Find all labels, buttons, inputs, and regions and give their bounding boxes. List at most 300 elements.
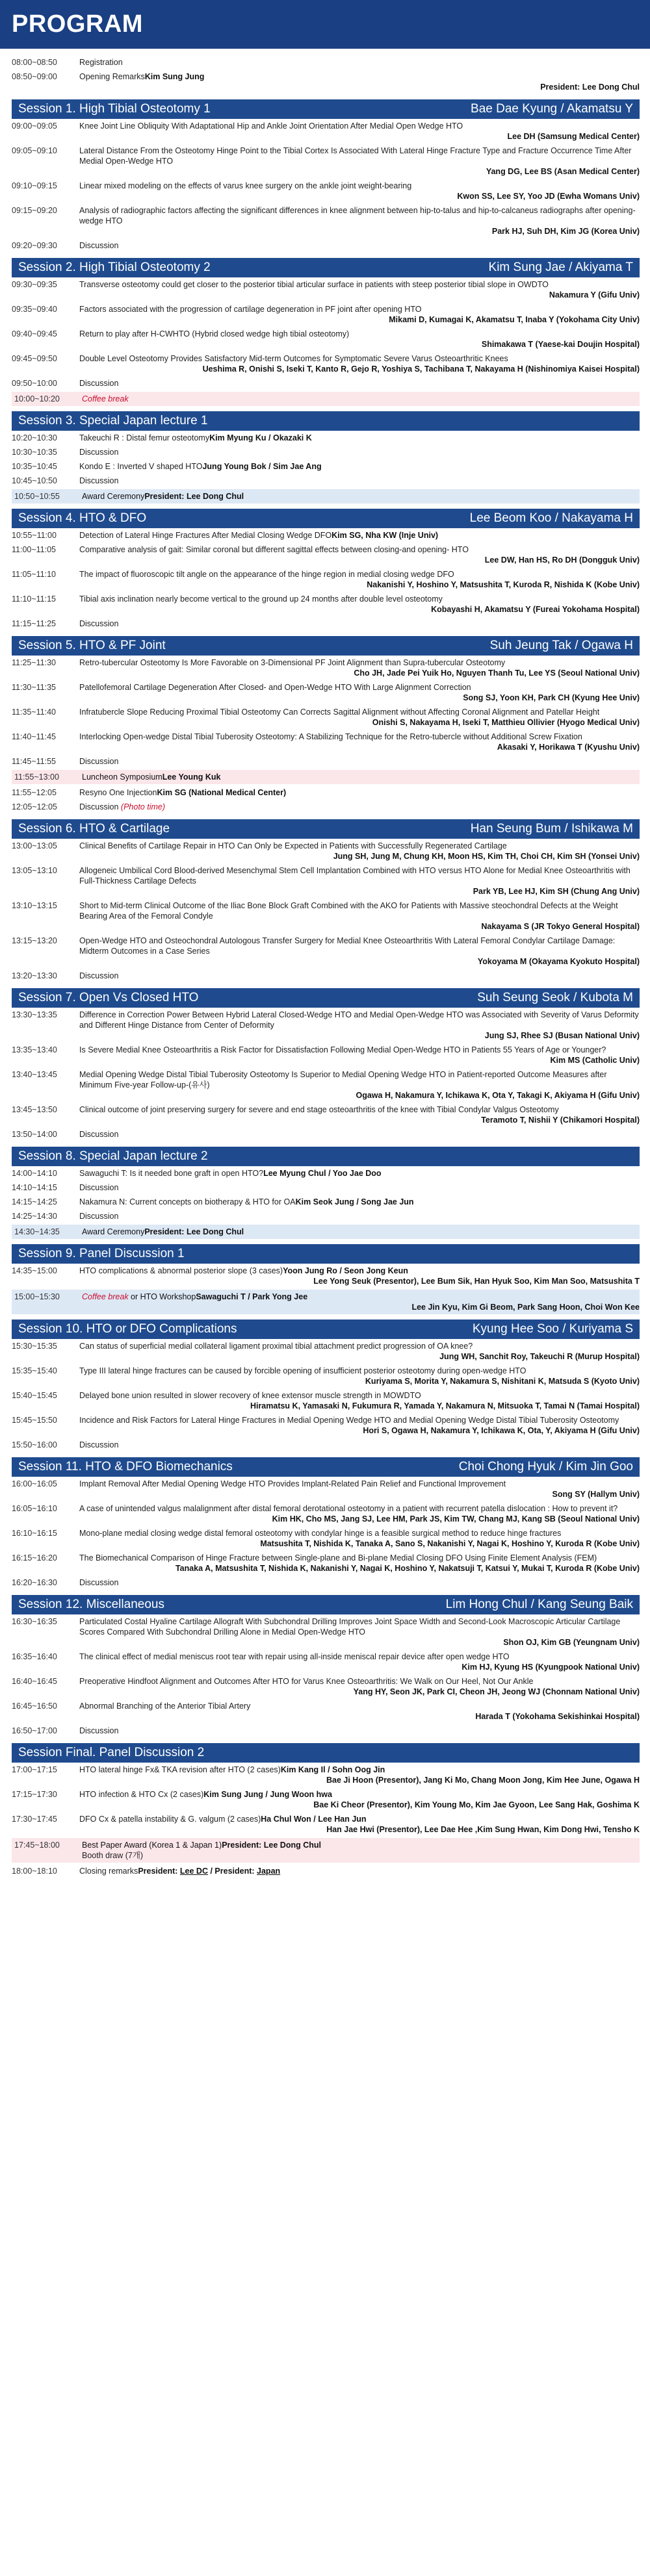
row-text [79, 570, 454, 579]
time-slot: 11:10~11:15 [12, 594, 57, 604]
time-slot: 10:20~10:30 [12, 433, 57, 442]
row-text [79, 1197, 296, 1206]
session-title: Session 10. HTO or DFO Complications [18, 1322, 237, 1336]
chairpersons: Kim Seok Jung / Song Jae Jun [295, 1197, 414, 1206]
row-text [79, 1790, 203, 1799]
row-line [79, 865, 640, 886]
schedule-row [12, 1364, 640, 1388]
time-slot: 17:15~17:30 [12, 1790, 57, 1799]
president-label: / President: [208, 1867, 257, 1876]
row-line [79, 121, 640, 131]
row-body [82, 1227, 640, 1237]
row-body [79, 329, 640, 350]
row-text [79, 1070, 607, 1090]
row-text [79, 1342, 473, 1351]
schedule-row [12, 119, 640, 144]
talk-title: Mono-plane medial closing wedge distal femoral osteotomy with condylar hinge is a feasible surgical method to reduce hinge fractures [79, 1529, 562, 1538]
row-body [79, 57, 640, 68]
time-slot: 13:05~13:10 [12, 866, 57, 875]
time-slot: 17:00~17:15 [12, 1765, 57, 1774]
row-line [79, 756, 640, 767]
row-text [79, 1366, 526, 1375]
speaker-affiliation: Kwon SS, Lee SY, Yoo JD (Ewha Womans Univ) [457, 192, 640, 201]
talk-title: Best Paper Award (Korea 1 & Japan 1) [82, 1841, 222, 1850]
row-text [79, 1010, 639, 1030]
schedule-row [12, 1180, 640, 1195]
chairpersons: Lee Myung Chul / Yoo Jae Doo [263, 1169, 382, 1178]
session-title: Session 3. Special Japan lecture 1 [18, 414, 208, 427]
row-body [79, 1366, 640, 1386]
chairpersons: Kim SG, Nha KW (Inje Univ) [332, 531, 439, 540]
row-text [79, 329, 349, 338]
row-text [79, 594, 443, 604]
row-line [79, 304, 640, 314]
chairpersons: Jung Young Bok / Sim Jae Ang [202, 462, 322, 471]
speaker-affiliation: Han Jae Hwi (Presentor), Lee Dae Hee ,Kim Sung Hwan, Kim Dong Hwi, Tensho K [326, 1825, 640, 1834]
talk-title: Discussion [79, 241, 119, 250]
chairpersons: Kim Sung Jung / Jung Woon hwa [203, 1790, 332, 1799]
row-line [79, 1553, 640, 1563]
speaker-affiliation: Nakanishi Y, Hoshino Y, Matsushita T, Kuroda R, Nishida K (Kobe Univ) [367, 580, 640, 589]
session-chairs: Lee Beom Koo / Nakayama H [469, 511, 633, 525]
time-slot: 13:00~13:05 [12, 841, 57, 850]
row-body [79, 594, 640, 615]
row-line [79, 971, 640, 981]
schedule-row [12, 1526, 640, 1551]
row-line [79, 447, 640, 457]
row-text [79, 1553, 597, 1562]
time-slot: 10:00~10:20 [14, 394, 60, 403]
row-text [82, 1292, 196, 1301]
row-text [82, 1227, 144, 1236]
schedule-row [12, 445, 640, 459]
speaker-affiliation: Kuriyama S, Morita Y, Nakamura S, Nishitani K, Matsuda S (Kyoto Univ) [365, 1377, 640, 1386]
row-body [79, 530, 640, 541]
time-slot: 08:50~09:00 [12, 72, 57, 81]
president-japan: Japan [257, 1867, 281, 1876]
talk-title: Can status of superficial medial collateral ligament proximal tibial attachment predict progression of OA knee? [79, 1342, 473, 1351]
row-text [79, 1130, 118, 1139]
talk-title: Lateral Distance From the Osteotomy Hinge Point to the Tibial Cortex Is Associated With Lateral Hinge Fracture Type and Fracture Occurrence Time After Medial Open-Wedge HTO [79, 146, 632, 166]
row-text [79, 788, 157, 797]
schedule-row [12, 1787, 640, 1812]
schedule-row [12, 1103, 640, 1127]
talk-title: Incidence and Risk Factors for Lateral Hinge Fractures in Medial Opening Wedge HTO and Medial Opening Wedge Distal Tibial Tuberosity Osteotomy [79, 1416, 619, 1425]
row-body [79, 1129, 640, 1140]
talk-title: Discussion [79, 476, 119, 485]
talk-title: Kondo E : Inverted V shaped HTO [79, 462, 203, 471]
time-slot: 09:10~09:15 [12, 181, 57, 190]
talk-title: Infratubercle Slope Reducing Proximal Tibial Osteotomy Can Corrects Sagittal Alignment without Affecting Coronal Alignment and Patellar Height [79, 708, 600, 717]
session-title: Session 5. HTO & PF Joint [18, 639, 166, 652]
row-line [79, 707, 640, 717]
time-slot: 09:30~09:35 [12, 280, 57, 289]
session-header [12, 258, 640, 277]
speaker-affiliation: Hori S, Ogawa H, Nakamura Y, Ichikawa K, Ota, Y, Akiyama H (Gifu Univ) [363, 1426, 640, 1435]
speaker-affiliation: Kim HJ, Kyung HS (Kyungpook National Univ) [462, 1663, 640, 1672]
talk-title: Interlocking Open-wedge Distal Tibial Tuberosity Osteotomy: A Stabilizing Technique for the Retro-tubercle without Additional Screw Fixation [79, 732, 582, 741]
speaker-affiliation: Shon OJ, Kim GB (Yeungnam Univ) [503, 1638, 640, 1647]
talk-title: Linear mixed modeling on the effects of varus knee surgery on the ankle joint weight-bearing [79, 181, 412, 190]
row-body [79, 1789, 640, 1810]
row-line [79, 1765, 640, 1775]
time-slot: 16:50~17:00 [12, 1726, 57, 1735]
speaker-affiliation: Matsushita T, Nishida K, Tanaka A, Sano S, Nakanishi Y, Nagai K, Hoshino Y, Kuroda R (Kobe Univ) [260, 1539, 640, 1548]
row-body [79, 657, 640, 678]
row-body [79, 1440, 640, 1450]
schedule-row [12, 1650, 640, 1674]
row-text [79, 1212, 118, 1221]
session-title: Session 12. Miscellaneous [18, 1598, 164, 1611]
row-text [82, 1841, 222, 1850]
schedule-row [12, 934, 640, 969]
talk-title: Clinical Benefits of Cartilage Repair in HTO Can Only be Expected in Patients with Successfully Regenerated Cartilage [79, 841, 507, 850]
speaker-affiliation: Yokoyama M (Okayama Kyokuto Hospital) [477, 957, 640, 966]
chairpersons: President: Lee Dong Chul [222, 1841, 321, 1850]
schedule-row [12, 1339, 640, 1364]
row-body [79, 279, 640, 300]
row-text [79, 241, 118, 250]
row-body [79, 1701, 640, 1722]
session-header [12, 1743, 640, 1763]
session-title: Session 6. HTO & Cartilage [18, 822, 170, 835]
row-line [79, 594, 640, 604]
speaker-affiliation: Yang DG, Lee BS (Asan Medical Center) [486, 167, 640, 176]
row-body [79, 71, 640, 92]
row-body [79, 433, 640, 443]
session-header [12, 99, 640, 119]
row-body [79, 1211, 640, 1221]
speaker-affiliation: President: Lee Dong Chul [540, 83, 640, 92]
talk-title: Analysis of radiographic factors affecting the significant differences in knee alignment between hip-to-talus and hip-to-calcaneus radiographs after opening-wedge HTO [79, 206, 636, 225]
row-line [79, 1415, 640, 1425]
schedule-row [12, 1551, 640, 1575]
talk-title: Discussion [79, 379, 119, 388]
talk-title: Discussion [79, 448, 119, 457]
row-text [79, 1045, 606, 1054]
row-line [79, 1814, 640, 1824]
row-body [79, 1726, 640, 1736]
speaker-affiliation: Bae Ji Hoon (Presentor), Jang Ki Mo, Chang Moon Jong, Kim Hee June, Ogawa H [326, 1776, 640, 1785]
session-title: Session 1. High Tibial Osteotomy 1 [18, 102, 211, 116]
page-title-bar [0, 0, 650, 49]
row-line [79, 900, 640, 921]
talk-title: Delayed bone union resulted in slower recovery of knee extensor muscle strength in MOWDTO [79, 1391, 421, 1400]
time-slot: 13:20~13:30 [12, 971, 57, 980]
row-text [79, 146, 631, 166]
time-slot: 09:20~09:30 [12, 241, 57, 250]
speaker-affiliation: Bae Ki Cheor (Presentor), Kim Young Mo, Kim Jae Gyoon, Lee Sang Hak, Goshima K [313, 1800, 640, 1809]
speaker-affiliation: Ueshima R, Onishi S, Iseki T, Kanto R, Gejo R, Yoshiya S, Tachibana T, Nakayama H (Nishinomiya Kaisei Hospital) [202, 364, 640, 374]
time-slot: 16:05~16:10 [12, 1504, 57, 1513]
speaker-affiliation: Lee DH (Samsung Medical Center) [507, 132, 640, 141]
talk-title: Detection of Lateral Hinge Fractures After Medial Closing Wedge DFO [79, 531, 332, 540]
talk-title: The Biomechanical Comparison of Hinge Fracture between Single-plane and Bi-plane Medial Closing DFO Using Finite Element Analysis (FEM) [79, 1553, 597, 1562]
row-line [79, 378, 640, 389]
time-slot: 15:40~15:45 [12, 1391, 57, 1400]
chairpersons: Lee Young Kuk [162, 772, 221, 782]
row-line [79, 146, 640, 166]
talk-title: Opening Remarks [79, 72, 145, 81]
row-text [82, 772, 162, 782]
schedule-row [12, 754, 640, 769]
row-text [79, 1105, 559, 1114]
schedule-row [12, 1699, 640, 1724]
row-line [79, 1182, 640, 1193]
row-body [79, 1197, 640, 1207]
time-slot: 17:30~17:45 [12, 1815, 57, 1824]
time-slot: 13:35~13:40 [12, 1045, 57, 1054]
schedule-row [12, 277, 640, 302]
row-text [79, 58, 123, 67]
row-line [79, 569, 640, 580]
session-header [12, 1457, 640, 1477]
time-slot: 15:50~16:00 [12, 1440, 57, 1449]
row-text [79, 683, 471, 692]
row-line [79, 205, 640, 226]
time-slot: 13:15~13:20 [12, 936, 57, 945]
row-body [82, 491, 640, 502]
schedule-row [12, 489, 640, 504]
schedule-row [12, 1763, 640, 1787]
row-body [79, 1866, 640, 1876]
schedule-row [12, 592, 640, 617]
session-chairs: Kim Sung Jae / Akiyama T [488, 261, 633, 274]
talk-title: Transverse osteotomy could get closer to the posterior tibial articular surface in patients with steep posterior tibial slope in OWDTO [79, 280, 549, 289]
chairpersons: President: Lee Dong Chul [144, 492, 244, 501]
row-text [79, 732, 582, 741]
row-body [79, 378, 640, 389]
session-chairs: Han Seung Bum / Ishikawa M [470, 822, 633, 835]
time-slot: 10:55~11:00 [12, 531, 57, 540]
talk-title: The impact of fluoroscopic tilt angle on the appearance of the hinge region in medial closing wedge DFO [79, 570, 454, 579]
talk-title: Difference in Correction Power Between Hybrid Lateral Closed-Wedge HTO and Medial Open-Wedge HTO was Associated with Severity of Varus Deformity and Different Hinge Distance from Center of Deformity [79, 1010, 639, 1030]
time-slot: 09:15~09:20 [12, 206, 57, 215]
session-header [12, 988, 640, 1008]
row-body [79, 1045, 640, 1065]
row-body [79, 1651, 640, 1672]
talk-title-suffix: or HTO Workshop [128, 1292, 196, 1301]
speaker-affiliation: Song SY (Hallym Univ) [552, 1490, 640, 1499]
row-text [79, 708, 599, 717]
row-body [79, 544, 640, 565]
row-text [79, 802, 165, 811]
talk-title: Coffee break [82, 1292, 129, 1301]
schedule-row [12, 1674, 640, 1699]
schedule-row [12, 392, 640, 406]
row-line [79, 1211, 640, 1221]
talk-title: Resyno One Injection [79, 788, 157, 797]
program-schedule [0, 49, 650, 1878]
session-header [12, 636, 640, 656]
row-line [79, 71, 640, 82]
chairpersons: Sawaguchi T / Park Yong Jee [196, 1292, 308, 1301]
row-text [79, 901, 618, 921]
row-text [79, 379, 118, 388]
time-slot: 15:30~15:35 [12, 1342, 57, 1351]
time-slot: 15:00~15:30 [14, 1292, 60, 1301]
row-line [79, 841, 640, 851]
talk-title: Abnormal Branching of the Anterior Tibial Artery [79, 1702, 251, 1711]
time-slot: 16:00~16:05 [12, 1479, 57, 1488]
time-slot: 14:30~14:35 [14, 1227, 60, 1236]
time-slot: 16:30~16:35 [12, 1617, 57, 1626]
row-text [79, 1578, 118, 1587]
talk-title: HTO complications & abnormal posterior slope (3 cases) [79, 1266, 283, 1275]
session-header [12, 1147, 640, 1166]
talk-title: Discussion [79, 619, 119, 628]
session-chairs: Suh Seung Seok / Kubota M [477, 991, 633, 1004]
row-body [82, 1840, 640, 1861]
row-text [79, 1479, 506, 1488]
row-body [82, 1292, 640, 1312]
time-slot: 15:45~15:50 [12, 1416, 57, 1425]
schedule-row [12, 1575, 640, 1590]
time-slot: 13:30~13:35 [12, 1010, 57, 1019]
row-line [79, 657, 640, 668]
row-body [79, 841, 640, 861]
speaker-affiliation: Yang HY, Seon JK, Park CI, Cheon JH, Jeong WJ (Chonnam National Univ) [353, 1687, 640, 1696]
row-text [79, 1726, 118, 1735]
talk-title: Discussion [79, 1183, 119, 1192]
row-line [79, 1390, 640, 1401]
talk-title: Open-Wedge HTO and Osteochondral Autologous Transfer Surgery for Medial Knee Osteoarthritis With Lateral Femoral Condylar Cartilage Damage: Midterm Outcomes in a Case Series [79, 936, 616, 956]
schedule-row [12, 1209, 640, 1223]
session-header [12, 411, 640, 431]
speaker-affiliation: Nakayama S (JR Tokyo General Hospital) [481, 922, 640, 931]
time-slot: 14:10~14:15 [12, 1183, 57, 1192]
row-line [79, 1651, 640, 1662]
time-slot: 10:50~10:55 [14, 492, 60, 501]
row-line [82, 1840, 640, 1850]
schedule-row [12, 800, 640, 814]
speaker-affiliation: Jung WH, Sanchit Roy, Takeuchi R (Murup Hospital) [439, 1352, 640, 1361]
schedule-row [12, 899, 640, 934]
session-title: Session 9. Panel Discussion 1 [18, 1247, 185, 1260]
row-line [79, 936, 640, 956]
schedule-row [12, 1501, 640, 1526]
row-body [79, 240, 640, 251]
speaker-affiliation: Nakamura Y (Gifu Univ) [549, 290, 640, 300]
schedule-row [12, 617, 640, 631]
talk-title: HTO infection & HTO Cx (2 cases) [79, 1790, 204, 1799]
row-line [82, 491, 640, 502]
row-line [79, 1129, 640, 1140]
schedule-row [12, 1413, 640, 1438]
row-line [82, 394, 640, 404]
talk-title: DFO Cx & patella instability & G. valgum (2 cases) [79, 1815, 261, 1824]
row-body [79, 900, 640, 932]
session-chairs: Suh Jeung Tak / Ogawa H [489, 639, 633, 652]
speaker-affiliation: Lee DW, Han HS, Ro DH (Dongguk Univ) [484, 555, 640, 565]
time-slot: 10:30~10:35 [12, 448, 57, 457]
speaker-affiliation: Akasaki Y, Horikawa T (Kyushu Univ) [497, 743, 640, 752]
talk-title: Discussion [79, 1578, 119, 1587]
row-line [79, 1440, 640, 1450]
talk-title: Medial Opening Wedge Distal Tibial Tuberosity Osteotomy Is Superior to Medial Opening Wedge HTO in Patient-reported Outcome Measures after Minimum Five-year Follow-up-(유사) [79, 1070, 607, 1090]
talk-title: Discussion [79, 971, 119, 980]
talk-title: Comparative analysis of gait: Similar coronal but different sagittal effects between closing-and opening- HTO [79, 545, 469, 554]
schedule-row [12, 70, 640, 94]
row-line [79, 1726, 640, 1736]
speaker-affiliation: Mikami D, Kumagai K, Akamatsu T, Inaba Y (Yokohama City Univ) [389, 315, 640, 324]
time-slot: 08:00~08:50 [12, 58, 57, 67]
talk-title: Discussion [79, 1130, 119, 1139]
row-body [79, 1503, 640, 1524]
talk-title: Particulated Costal Hyaline Cartilage Allograft With Subchondral Drilling Improves Joint Space Width and Second-Look Macroscopic Articular Cartilage Scores Compared With Subchondral Drilling Alone in Medial Open-Wedge HTO [79, 1617, 621, 1637]
row-text [79, 1529, 561, 1538]
schedule-row [12, 327, 640, 351]
chairpersons: Kim Myung Ku / Okazaki K [209, 433, 312, 442]
row-line [79, 1366, 640, 1376]
time-slot: 16:20~16:30 [12, 1578, 57, 1587]
row-body [79, 1390, 640, 1411]
time-slot: 16:35~16:40 [12, 1652, 57, 1661]
speaker-affiliation: Park YB, Lee HJ, Kim SH (Chung Ang Univ) [473, 887, 640, 896]
row-line [82, 1292, 640, 1302]
row-text [79, 1504, 618, 1513]
row-line [79, 353, 640, 364]
session-title: Session 11. HTO & DFO Biomechanics [18, 1460, 233, 1473]
row-line [79, 181, 640, 191]
row-line [79, 618, 640, 629]
row-text [79, 866, 630, 886]
talk-title: Allogeneic Umbilical Cord Blood-derived Mesenchymal Stem Cell Implantation Combined with HTO versus HTO Alone for Medial Knee Osteoarthritis with Full-Thickness Cartilage Defects [79, 866, 630, 886]
time-slot: 10:45~10:50 [12, 476, 57, 485]
row-line [82, 772, 640, 782]
talk-title: Clinical outcome of joint preserving surgery for severe and end stage osteoarthritis of the knee with Tibial Condylar Valgus Osteotomy [79, 1105, 559, 1114]
row-text [79, 72, 145, 81]
row-body [79, 1577, 640, 1588]
row-text [79, 1266, 283, 1275]
time-slot: 12:05~12:05 [12, 802, 57, 811]
time-slot: 09:00~09:05 [12, 121, 57, 131]
speaker-affiliation: Shimakawa T (Yaese-kai Doujin Hospital) [481, 340, 640, 349]
speaker-affiliation: Hiramatsu K, Yamasaki N, Fukumura R, Yamada Y, Nakamura N, Mitsuoka T, Tamai N (Tamai Hospital) [250, 1401, 640, 1410]
row-body [79, 1266, 640, 1286]
row-body [79, 787, 640, 798]
schedule-row [12, 474, 640, 488]
schedule-row [12, 542, 640, 567]
schedule-row [12, 863, 640, 899]
talk-title: Type III lateral hinge fractures can be caused by forcible opening of insufficient posterior osteotomy during open-wedge HTO [79, 1366, 526, 1375]
row-body [82, 772, 640, 782]
row-body [79, 1104, 640, 1125]
row-text [79, 181, 411, 190]
row-line [79, 57, 640, 68]
row-body [79, 1010, 640, 1041]
schedule-row [12, 785, 640, 800]
speaker-affiliation: Ogawa H, Nakamura Y, Ichikawa K, Ota Y, Takagi K, Akiyama H (Gifu Univ) [356, 1091, 640, 1100]
row-text [79, 1416, 619, 1425]
president-korea: Lee DC [179, 1867, 208, 1876]
session-title: Session Final. Panel Discussion 2 [18, 1746, 205, 1759]
schedule-row [12, 730, 640, 754]
row-text [79, 121, 463, 131]
session-chairs: Lim Hong Chul / Kang Seung Baik [445, 1598, 633, 1611]
talk-title: HTO lateral hinge Fx& TKA revision after HTO (2 cases) [79, 1765, 281, 1774]
row-body [79, 1069, 640, 1101]
session-header [12, 509, 640, 528]
time-slot: 14:25~14:30 [12, 1212, 57, 1221]
row-text [79, 305, 421, 314]
time-slot: 16:10~16:15 [12, 1529, 57, 1538]
row-line [79, 1069, 640, 1090]
schedule-row [12, 179, 640, 203]
row-body [79, 146, 640, 177]
row-line [79, 1266, 640, 1276]
schedule-row [12, 1724, 640, 1738]
